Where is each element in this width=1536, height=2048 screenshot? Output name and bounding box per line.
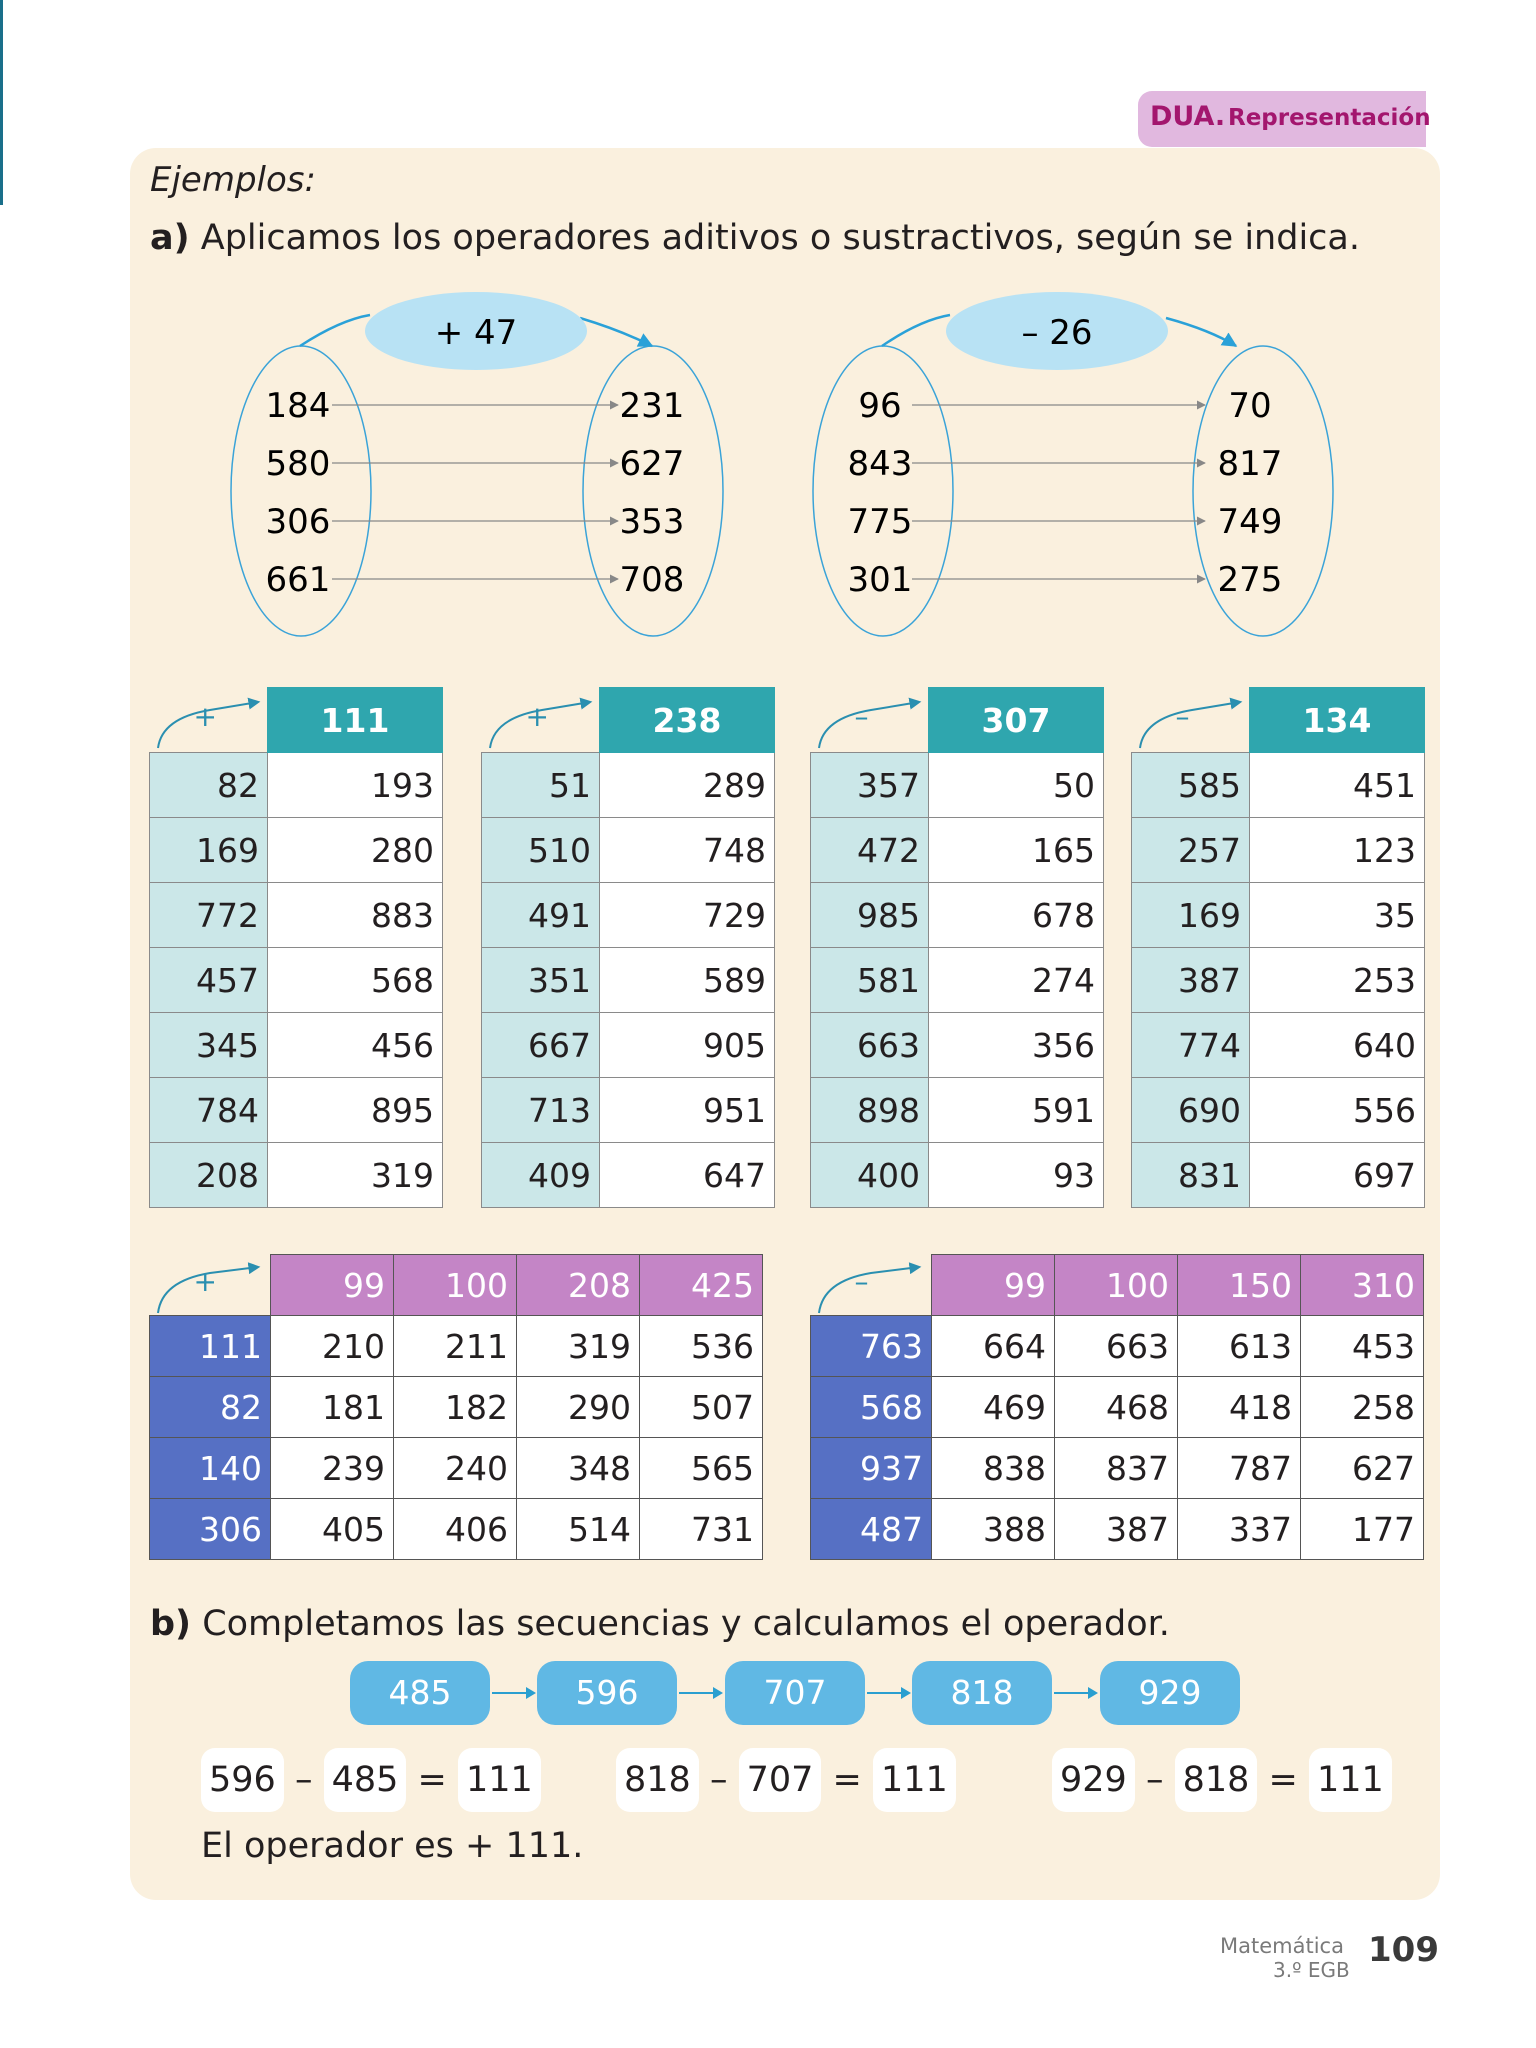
grid-cell: 468	[1055, 1377, 1178, 1438]
result-cell: 356	[929, 1013, 1104, 1078]
result-cell: 729	[600, 883, 775, 948]
conclusion-text: El operador es + 111.	[201, 1826, 584, 1866]
grid-cell: 337	[1178, 1499, 1301, 1560]
operator-header: 134	[1250, 688, 1425, 753]
grid-cell: 240	[394, 1438, 517, 1499]
input-value: 306	[265, 502, 331, 542]
input-value: 301	[847, 560, 913, 600]
dua-tag-bold: DUA.	[1150, 101, 1226, 132]
input-cell: 772	[150, 883, 268, 948]
result-cell: 274	[929, 948, 1104, 1013]
result-cell: 951	[600, 1078, 775, 1143]
minus-sign: –	[1145, 1760, 1164, 1800]
grid-cell: 388	[932, 1499, 1055, 1560]
grid-cell: 664	[932, 1316, 1055, 1377]
operator-sign: –	[854, 1264, 869, 1298]
grid-cell: 731	[640, 1499, 763, 1560]
input-cell: 257	[1132, 818, 1250, 883]
operator-cell	[811, 1255, 932, 1316]
input-value: 96	[858, 386, 902, 426]
result-cell: 895	[268, 1078, 443, 1143]
input-cell: 510	[482, 818, 600, 883]
mapping-diagrams	[0, 0, 1536, 680]
operator-cell	[150, 688, 268, 753]
grid-cell: 838	[932, 1438, 1055, 1499]
input-cell: 667	[482, 1013, 600, 1078]
operator-sign: +	[193, 1264, 217, 1298]
grid-cell: 613	[1178, 1316, 1301, 1377]
section-a-text: Aplicamos los operadores aditivos o sustractivos, según se indica.	[200, 218, 1360, 258]
output-value: 708	[619, 560, 685, 600]
output-value: 749	[1217, 502, 1283, 542]
input-value: 580	[265, 444, 331, 484]
row-header: 568	[811, 1377, 932, 1438]
operator-label: + 47	[434, 313, 518, 353]
result-cell: 589	[600, 948, 775, 1013]
sequence-arrow-icon	[865, 1681, 913, 1709]
result-cell: 451	[1250, 753, 1425, 818]
operator-header: 111	[268, 688, 443, 753]
row-header: 111	[150, 1316, 271, 1377]
operator-sign: +	[525, 699, 549, 733]
grid-cell: 565	[640, 1438, 763, 1499]
grid-cell: 469	[932, 1377, 1055, 1438]
operator-sign: –	[854, 699, 869, 733]
minus-sign: –	[709, 1760, 728, 1800]
result-cell: 319	[268, 1143, 443, 1208]
result-cell: 193	[268, 753, 443, 818]
grid-cell: 406	[394, 1499, 517, 1560]
result-cell: 647	[600, 1143, 775, 1208]
grid-cell: 837	[1055, 1438, 1178, 1499]
result-cell: 253	[1250, 948, 1425, 1013]
operator-grid	[810, 1254, 1424, 1560]
minuend: 818	[616, 1748, 699, 1812]
operator-grid	[149, 1254, 763, 1560]
grid-cell: 514	[517, 1499, 640, 1560]
output-value: 275	[1217, 560, 1283, 600]
input-value: 661	[265, 560, 331, 600]
grid-cell: 627	[1301, 1438, 1424, 1499]
result-cell: 50	[929, 753, 1104, 818]
input-cell: 784	[150, 1078, 268, 1143]
input-value: 184	[265, 386, 331, 426]
section-b-text: Completamos las secuencias y calculamos el operador.	[202, 1604, 1170, 1644]
operator-cell	[150, 1255, 271, 1316]
page-number: 109	[1368, 1930, 1439, 1970]
input-cell: 387	[1132, 948, 1250, 1013]
difference: 111	[873, 1748, 956, 1812]
subtrahend: 707	[739, 1748, 822, 1812]
grid-cell: 387	[1055, 1499, 1178, 1560]
column-header: 150	[1178, 1255, 1301, 1316]
input-cell: 581	[811, 948, 929, 1013]
row-header: 937	[811, 1438, 932, 1499]
diagram-add	[231, 292, 723, 636]
input-value: 775	[847, 502, 913, 542]
grid-cell: 258	[1301, 1377, 1424, 1438]
output-value: 70	[1228, 386, 1272, 426]
sequence-arrow-icon	[490, 1681, 538, 1709]
output-value: 353	[619, 502, 685, 542]
result-cell: 456	[268, 1013, 443, 1078]
input-cell: 585	[1132, 753, 1250, 818]
equals-sign: =	[1268, 1760, 1298, 1800]
equals-sign: =	[417, 1760, 447, 1800]
output-value: 231	[619, 386, 685, 426]
input-cell: 357	[811, 753, 929, 818]
input-cell: 713	[482, 1078, 600, 1143]
section-b-letter: b)	[150, 1604, 192, 1644]
input-cell: 82	[150, 753, 268, 818]
row-header: 487	[811, 1499, 932, 1560]
footer-subject: Matemática	[1220, 1934, 1344, 1958]
subtrahend: 818	[1175, 1748, 1258, 1812]
minuend: 929	[1052, 1748, 1135, 1812]
input-cell: 51	[482, 753, 600, 818]
operator-sign: +	[193, 699, 217, 733]
sequence-term: 818	[912, 1661, 1052, 1725]
sequence-arrow-icon	[1052, 1681, 1100, 1709]
result-cell: 748	[600, 818, 775, 883]
grid-cell: 663	[1055, 1316, 1178, 1377]
operator-cell	[482, 688, 600, 753]
input-cell: 663	[811, 1013, 929, 1078]
difference: 111	[458, 1748, 541, 1812]
operator-cell	[811, 688, 929, 753]
grid-cell: 181	[271, 1377, 394, 1438]
input-cell: 409	[482, 1143, 600, 1208]
grid-cell: 319	[517, 1316, 640, 1377]
input-cell: 898	[811, 1078, 929, 1143]
grid-cell: 348	[517, 1438, 640, 1499]
grid-cell: 211	[394, 1316, 517, 1377]
result-cell: 905	[600, 1013, 775, 1078]
operator-cell	[1132, 688, 1250, 753]
output-value: 817	[1217, 444, 1283, 484]
input-cell: 690	[1132, 1078, 1250, 1143]
input-cell: 345	[150, 1013, 268, 1078]
input-cell: 169	[150, 818, 268, 883]
row-header: 82	[150, 1377, 271, 1438]
input-cell: 985	[811, 883, 929, 948]
grid-cell: 787	[1178, 1438, 1301, 1499]
grid-cell: 418	[1178, 1377, 1301, 1438]
row-header: 763	[811, 1316, 932, 1377]
result-cell: 640	[1250, 1013, 1425, 1078]
column-header: 99	[932, 1255, 1055, 1316]
section-a-letter: a)	[150, 218, 190, 258]
grid-cell: 182	[394, 1377, 517, 1438]
input-cell: 169	[1132, 883, 1250, 948]
operator-sign: –	[1175, 699, 1190, 733]
input-cell: 351	[482, 948, 600, 1013]
sequence-term: 596	[537, 1661, 677, 1725]
sequence-term: 485	[350, 1661, 490, 1725]
difference: 111	[1309, 1748, 1392, 1812]
operator-table	[810, 687, 1104, 1208]
result-cell: 35	[1250, 883, 1425, 948]
sequence-arrow-icon	[677, 1681, 725, 1709]
input-cell: 472	[811, 818, 929, 883]
column-header: 100	[1055, 1255, 1178, 1316]
section-b-statement	[150, 1604, 1170, 1644]
column-header: 208	[517, 1255, 640, 1316]
examples-title: Ejemplos:	[150, 160, 316, 200]
grid-cell: 453	[1301, 1316, 1424, 1377]
sequence-term: 929	[1100, 1661, 1240, 1725]
operator-header: 238	[600, 688, 775, 753]
grid-cell: 210	[271, 1316, 394, 1377]
operator-table	[149, 687, 443, 1208]
column-header: 100	[394, 1255, 517, 1316]
operator-table	[481, 687, 775, 1208]
result-cell: 697	[1250, 1143, 1425, 1208]
result-cell: 883	[268, 883, 443, 948]
column-header: 99	[271, 1255, 394, 1316]
equation	[616, 1748, 956, 1812]
result-cell: 289	[600, 753, 775, 818]
footer-grade: 3.º EGB	[1273, 1958, 1350, 1982]
input-cell: 400	[811, 1143, 929, 1208]
grid-cell: 507	[640, 1377, 763, 1438]
input-cell: 774	[1132, 1013, 1250, 1078]
input-cell: 831	[1132, 1143, 1250, 1208]
row-header: 306	[150, 1499, 271, 1560]
input-cell: 457	[150, 948, 268, 1013]
result-cell: 123	[1250, 818, 1425, 883]
result-cell: 678	[929, 883, 1104, 948]
grid-cell: 290	[517, 1377, 640, 1438]
subtrahend: 485	[324, 1748, 407, 1812]
result-cell: 591	[929, 1078, 1104, 1143]
equals-sign: =	[832, 1760, 862, 1800]
row-header: 140	[150, 1438, 271, 1499]
grid-cell: 239	[271, 1438, 394, 1499]
result-cell: 93	[929, 1143, 1104, 1208]
output-value: 627	[619, 444, 685, 484]
input-cell: 491	[482, 883, 600, 948]
grid-cell: 177	[1301, 1499, 1424, 1560]
minus-sign: –	[294, 1760, 313, 1800]
grid-cell: 405	[271, 1499, 394, 1560]
equation	[1052, 1748, 1392, 1812]
operator-header: 307	[929, 688, 1104, 753]
diagram-subtract	[813, 292, 1333, 636]
input-cell: 208	[150, 1143, 268, 1208]
column-header: 425	[640, 1255, 763, 1316]
result-cell: 556	[1250, 1078, 1425, 1143]
operator-table	[1131, 687, 1425, 1208]
sequence-term: 707	[725, 1661, 865, 1725]
column-header: 310	[1301, 1255, 1424, 1316]
operator-label: – 26	[1021, 313, 1093, 353]
grid-cell: 536	[640, 1316, 763, 1377]
result-cell: 165	[929, 818, 1104, 883]
result-cell: 280	[268, 818, 443, 883]
equation	[201, 1748, 541, 1812]
input-value: 843	[847, 444, 913, 484]
dua-tag-text: Representación	[1228, 105, 1431, 131]
minuend: 596	[201, 1748, 284, 1812]
result-cell: 568	[268, 948, 443, 1013]
